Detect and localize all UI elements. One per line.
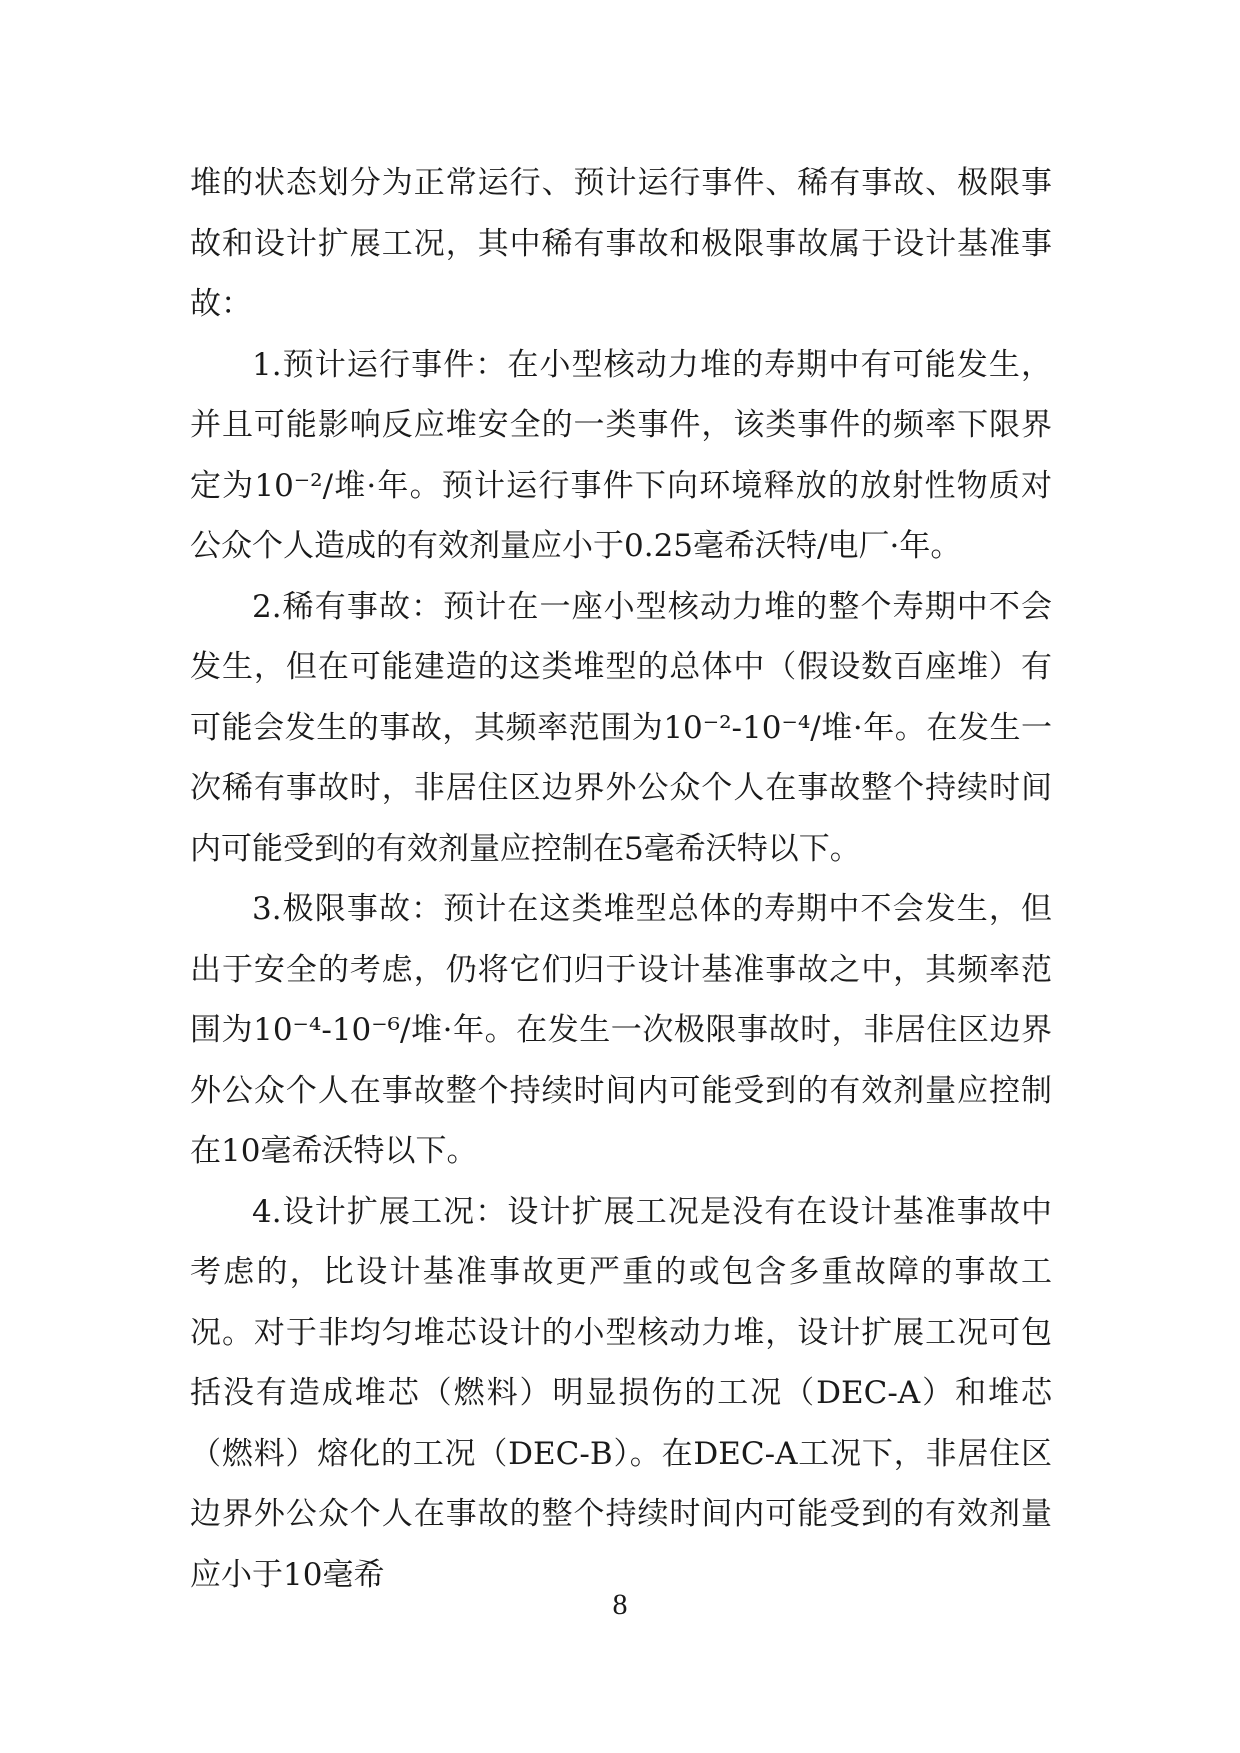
paragraph-anticipated-operational-events: 1.预计运行事件：在小型核动力堆的寿期中有可能发生，并且可能影响反应堆安全的一类事件，该类事件的频率下限界定为10⁻²/堆·年。预计运行事件下向环境释放的放射性物质对公众个人造成的有效剂量应小于0.25毫希沃特/电厂·年。 xyxy=(190,346,1052,564)
paragraph-design-extension-conditions: 4.设计扩展工况：设计扩展工况是没有在设计基准事故中考虑的，比设计基准事故更严重的或包含多重故障的事故工况。对于非均匀堆芯设计的小型核动力堆，设计扩展工况可包括没有造成堆芯（燃料）明显损伤的工况（DEC-A）和堆芯（燃料）熔化的工况（DEC-B）。在DEC-A工况下，非居住区边界外公众个人在事故的整个持续时间内可能受到的有效剂量应小于10毫希 xyxy=(190,1193,1052,1593)
page-number: 8 xyxy=(612,1588,628,1621)
paragraph-continuation: 堆的状态划分为正常运行、预计运行事件、稀有事故、极限事故和设计扩展工况，其中稀有事故和极限事故属于设计基准事故： xyxy=(190,165,1052,322)
paragraph-infrequent-accidents: 2.稀有事故：预计在一座小型核动力堆的整个寿期中不会发生，但在可能建造的这类堆型的总体中（假设数百座堆）有可能会发生的事故，其频率范围为10⁻²-10⁻⁴/堆·年。在发生一次稀有事故时，非居住区边界外公众个人在事故整个持续时间内可能受到的有效剂量应控制在5毫希沃特以下。 xyxy=(190,588,1052,867)
paragraph-limiting-accidents: 3.极限事故：预计在这类堆型总体的寿期中不会发生，但出于安全的考虑，仍将它们归于设计基准事故之中，其频率范围为10⁻⁴-10⁻⁶/堆·年。在发生一次极限事故时，非居住区边界外公众个人在事故整个持续时间内可能受到的有效剂量应控制在10毫希沃特以下。 xyxy=(190,891,1052,1169)
body-text xyxy=(190,153,1052,1605)
